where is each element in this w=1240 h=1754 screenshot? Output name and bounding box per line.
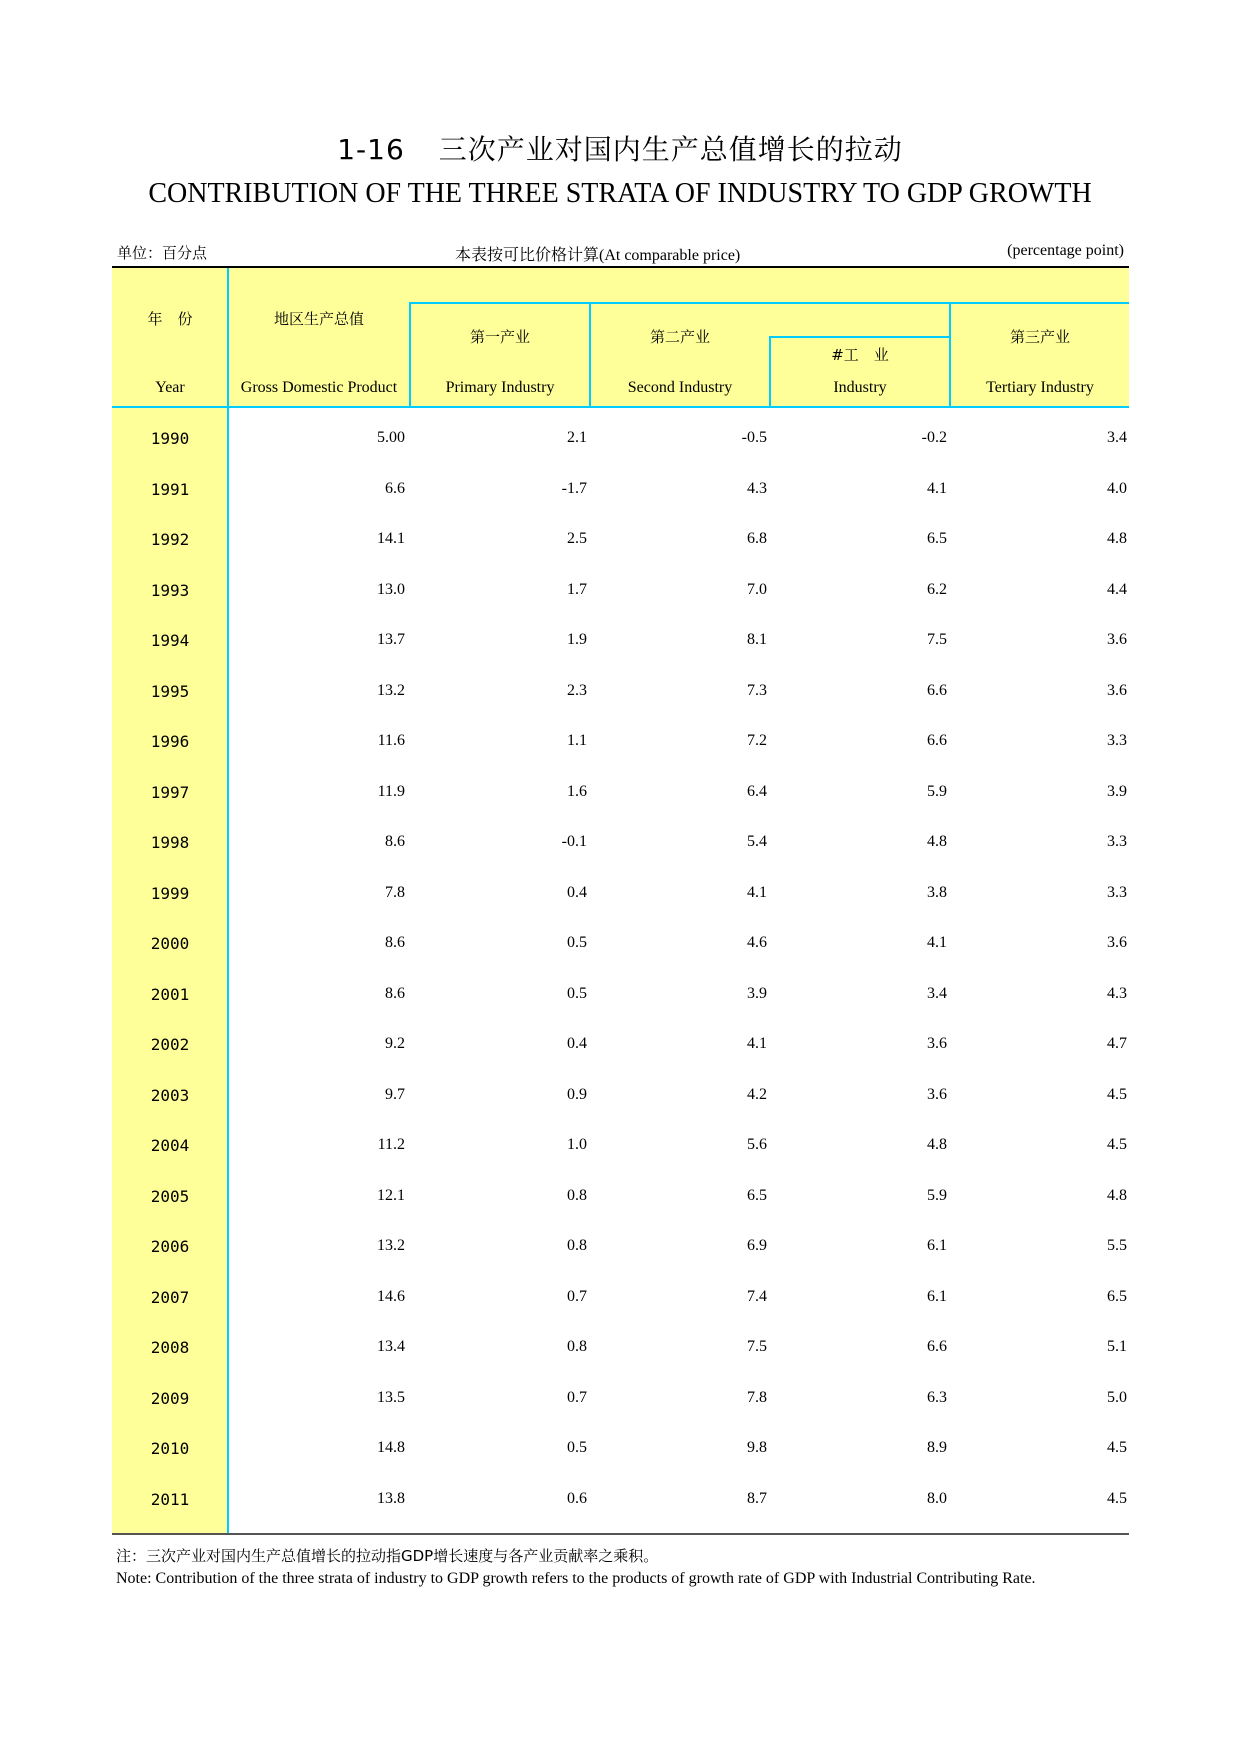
grid-line (112, 406, 1129, 408)
page-title-cn (0, 128, 1240, 168)
header-gdp-cn: 地区生产总值 (273, 310, 364, 328)
tertiary-industry-cell: 3.3 (1107, 883, 1127, 901)
title-cn-text: 三次产业对国内生产总值增长的拉动 (438, 133, 903, 166)
header-second-en: Second Industry (627, 379, 733, 396)
primary-industry-cell: 1.7 (567, 580, 587, 598)
table-row (112, 1377, 1129, 1428)
tertiary-industry-cell: 4.5 (1107, 1439, 1127, 1456)
tertiary-industry-cell: 4.5 (1107, 1489, 1127, 1507)
industry-cell: 6.2 (927, 580, 947, 598)
gdp-cell: 13.5 (377, 1388, 405, 1406)
primary-industry-cell: 2.3 (567, 681, 587, 699)
gdp-cell: 13.8 (377, 1489, 405, 1507)
second-industry-cell: 7.3 (747, 681, 767, 699)
primary-industry-cell: 0.5 (567, 1439, 587, 1456)
year-cell: 2006 (150, 1237, 190, 1256)
header-year-en: Year (155, 379, 185, 396)
second-industry-cell: 6.9 (747, 1237, 767, 1254)
second-industry-cell: -0.5 (741, 429, 767, 446)
primary-industry-cell: 1.1 (567, 732, 587, 749)
gdp-cell: 13.2 (377, 1237, 405, 1254)
tertiary-industry-cell: 6.5 (1107, 1287, 1127, 1305)
industry-cell: 6.6 (927, 1338, 947, 1355)
primary-industry-cell: -0.1 (561, 833, 587, 850)
table-row (112, 468, 1129, 519)
table-row (112, 973, 1129, 1024)
industry-cell: 4.8 (927, 1136, 947, 1153)
header-primary-cn: 第一产业 (469, 328, 530, 346)
gdp-cell: 11.2 (377, 1136, 405, 1153)
year-cell: 1995 (150, 681, 190, 701)
table-row (112, 1326, 1129, 1377)
industry-cell: 3.6 (927, 1085, 947, 1103)
table-row (112, 1124, 1129, 1175)
second-industry-cell: 6.8 (747, 530, 767, 547)
year-cell: 2004 (150, 1136, 190, 1155)
year-cell: 1998 (150, 833, 190, 852)
industry-cell: 3.4 (927, 984, 947, 1002)
second-industry-cell: 7.8 (747, 1388, 767, 1406)
primary-industry-cell: 0.4 (567, 883, 587, 901)
primary-industry-cell: 1.9 (567, 631, 587, 648)
header-second-cn: 第二产业 (649, 328, 710, 346)
industry-cell: 3.8 (927, 883, 947, 901)
tertiary-industry-cell: 4.4 (1107, 580, 1127, 598)
unit-label-cn: 单位：百分点 (117, 244, 208, 262)
industry-cell: 6.5 (927, 530, 947, 547)
second-industry-cell: 6.5 (747, 1186, 767, 1204)
year-cell: 1994 (150, 631, 190, 650)
tertiary-industry-cell: 4.5 (1107, 1085, 1127, 1103)
table-row (112, 771, 1129, 822)
second-industry-cell: 6.4 (747, 782, 767, 800)
gdp-cell: 8.6 (385, 833, 405, 850)
tertiary-industry-cell: 4.3 (1107, 984, 1127, 1002)
second-industry-cell: 7.4 (747, 1287, 767, 1305)
year-cell: 1997 (150, 782, 190, 802)
year-cell: 2005 (150, 1186, 190, 1206)
tertiary-industry-cell: 3.9 (1107, 782, 1127, 800)
tertiary-industry-cell: 4.8 (1107, 530, 1127, 547)
gdp-cell: 9.7 (385, 1085, 405, 1103)
industry-cell: 6.1 (927, 1237, 947, 1254)
year-cell: 2003 (150, 1085, 190, 1105)
tertiary-industry-cell: 4.5 (1107, 1136, 1127, 1153)
gdp-cell: 8.6 (385, 934, 405, 951)
primary-industry-cell: 2.5 (567, 530, 587, 547)
primary-industry-cell: 0.8 (567, 1237, 587, 1254)
gdp-cell: 11.9 (377, 782, 405, 800)
second-industry-cell: 8.7 (747, 1489, 767, 1507)
grid-line (769, 336, 951, 338)
table-number: 1-16 (337, 133, 405, 166)
year-cell: 1996 (150, 732, 190, 751)
industry-cell: 5.9 (927, 1186, 947, 1204)
header-year-cn: 年 份 (147, 310, 193, 328)
tertiary-industry-cell: 3.6 (1107, 934, 1127, 951)
table-row (112, 821, 1129, 872)
tertiary-industry-cell: 4.0 (1107, 479, 1127, 497)
gdp-cell: 13.2 (377, 681, 405, 699)
table-row (112, 1074, 1129, 1125)
second-industry-cell: 7.0 (747, 580, 767, 598)
table-row (112, 922, 1129, 973)
second-industry-cell: 5.6 (747, 1136, 767, 1153)
year-cell: 1990 (150, 429, 190, 448)
industry-cell: 6.6 (927, 681, 947, 699)
tertiary-industry-cell: 3.3 (1107, 732, 1127, 749)
primary-industry-cell: 1.0 (567, 1136, 587, 1153)
gdp-cell: 5.00 (377, 429, 405, 446)
second-industry-cell: 4.6 (747, 934, 767, 951)
table-row (112, 1478, 1129, 1529)
tertiary-industry-cell: 5.1 (1107, 1338, 1127, 1355)
year-cell: 2007 (150, 1287, 190, 1307)
gdp-cell: 6.6 (385, 479, 405, 497)
second-industry-cell: 4.2 (747, 1085, 767, 1103)
gdp-cell: 11.6 (377, 732, 405, 749)
year-cell: 2001 (150, 984, 190, 1004)
table-row (112, 417, 1129, 468)
table-row (112, 872, 1129, 923)
primary-industry-cell: 1.6 (567, 782, 587, 800)
gdp-cell: 13.0 (377, 580, 405, 598)
second-industry-cell: 7.5 (747, 1338, 767, 1355)
gdp-cell: 12.1 (377, 1186, 405, 1204)
primary-industry-cell: 0.5 (567, 984, 587, 1002)
tertiary-industry-cell: 3.6 (1107, 631, 1127, 648)
table-body (112, 417, 1129, 1528)
table-row (112, 1175, 1129, 1226)
industry-cell: 8.9 (927, 1439, 947, 1456)
gdp-cell: 13.7 (377, 631, 405, 648)
year-cell: 2010 (150, 1439, 190, 1458)
unit-line (112, 240, 1129, 268)
table-row (112, 569, 1129, 620)
industry-cell: 4.8 (927, 833, 947, 850)
header-primary-en: Primary Industry (445, 379, 555, 396)
primary-industry-cell: 0.8 (567, 1338, 587, 1355)
gdp-cell: 14.1 (377, 530, 405, 547)
tertiary-industry-cell: 3.6 (1107, 681, 1127, 699)
year-cell: 1991 (150, 479, 190, 499)
tertiary-industry-cell: 4.7 (1107, 1035, 1127, 1052)
year-cell: 2000 (150, 934, 190, 953)
industry-cell: 5.9 (927, 782, 947, 800)
year-cell: 1993 (150, 580, 190, 600)
second-industry-cell: 4.1 (747, 883, 767, 901)
tertiary-industry-cell: 3.4 (1107, 429, 1127, 446)
header-industry-en: Industry (833, 379, 887, 396)
gdp-cell: 7.8 (385, 883, 405, 901)
gdp-cell: 13.4 (377, 1338, 405, 1355)
year-cell: 2008 (150, 1338, 190, 1357)
footnote-en: Note: Contribution of the three strata of industry to GDP growth refers to the products of growth rate of GDP with Industrial Contributing Rate. (116, 1570, 1036, 1587)
tertiary-industry-cell: 4.8 (1107, 1186, 1127, 1204)
year-cell: 1999 (150, 883, 190, 903)
year-cell: 1992 (150, 530, 190, 549)
primary-industry-cell: 2.1 (567, 429, 587, 446)
table-row (112, 1023, 1129, 1074)
primary-industry-cell: -1.7 (561, 479, 587, 497)
year-cell: 2002 (150, 1035, 190, 1054)
tertiary-industry-cell: 5.5 (1107, 1237, 1127, 1254)
second-industry-cell: 4.1 (747, 1035, 767, 1052)
unit-label-en: (percentage point) (1007, 242, 1124, 259)
primary-industry-cell: 0.9 (567, 1085, 587, 1103)
second-industry-cell: 5.4 (747, 833, 767, 850)
price-basis-note: 本表按可比价格计算(At comparable price) (455, 247, 741, 264)
year-cell: 2009 (150, 1388, 190, 1408)
industry-cell: -0.2 (921, 429, 947, 446)
industry-cell: 4.1 (927, 479, 947, 497)
header-tertiary-en: Tertiary Industry (986, 379, 1094, 396)
table-row (112, 670, 1129, 721)
industry-cell: 6.6 (927, 732, 947, 749)
page-title-en: CONTRIBUTION OF THE THREE STRATA OF INDUSTRY TO GDP GROWTH (148, 178, 1092, 209)
second-industry-cell: 8.1 (747, 631, 767, 648)
gdp-cell: 14.6 (377, 1287, 405, 1305)
header-gdp-en: Gross Domestic Product (240, 379, 398, 396)
gdp-cell: 9.2 (385, 1035, 405, 1052)
tertiary-industry-cell: 3.3 (1107, 833, 1127, 850)
gdp-cell: 14.8 (377, 1439, 405, 1456)
gdp-cell: 8.6 (385, 984, 405, 1002)
second-industry-cell: 9.8 (747, 1439, 767, 1456)
second-industry-cell: 4.3 (747, 479, 767, 497)
industry-cell: 6.3 (927, 1388, 947, 1406)
table-row (112, 1276, 1129, 1327)
table-row (112, 1427, 1129, 1478)
industry-cell: 7.5 (927, 631, 947, 648)
industry-cell: 6.1 (927, 1287, 947, 1305)
grid-line (409, 302, 1129, 304)
primary-industry-cell: 0.6 (567, 1489, 587, 1507)
table-row (112, 720, 1129, 771)
industry-cell: 3.6 (927, 1035, 947, 1052)
second-industry-cell: 7.2 (747, 732, 767, 749)
table-row (112, 1225, 1129, 1276)
header-industry-cn: #工 业 (831, 346, 889, 364)
header-tertiary-cn: 第三产业 (1009, 328, 1070, 346)
primary-industry-cell: 0.8 (567, 1186, 587, 1204)
industry-cell: 8.0 (927, 1489, 947, 1507)
industry-cell: 4.1 (927, 934, 947, 951)
year-cell: 2011 (150, 1489, 190, 1509)
tertiary-industry-cell: 5.0 (1107, 1388, 1127, 1406)
primary-industry-cell: 0.7 (567, 1287, 587, 1305)
footnote-cn: 注：三次产业对国内生产总值增长的拉动指GDP增长速度与各产业贡献率之乘积。 (116, 1547, 659, 1565)
primary-industry-cell: 0.5 (567, 934, 587, 951)
primary-industry-cell: 0.4 (567, 1035, 587, 1052)
primary-industry-cell: 0.7 (567, 1388, 587, 1406)
table-row (112, 518, 1129, 569)
table-row (112, 619, 1129, 670)
table-bottom-rule (112, 1533, 1129, 1535)
second-industry-cell: 3.9 (747, 984, 767, 1002)
